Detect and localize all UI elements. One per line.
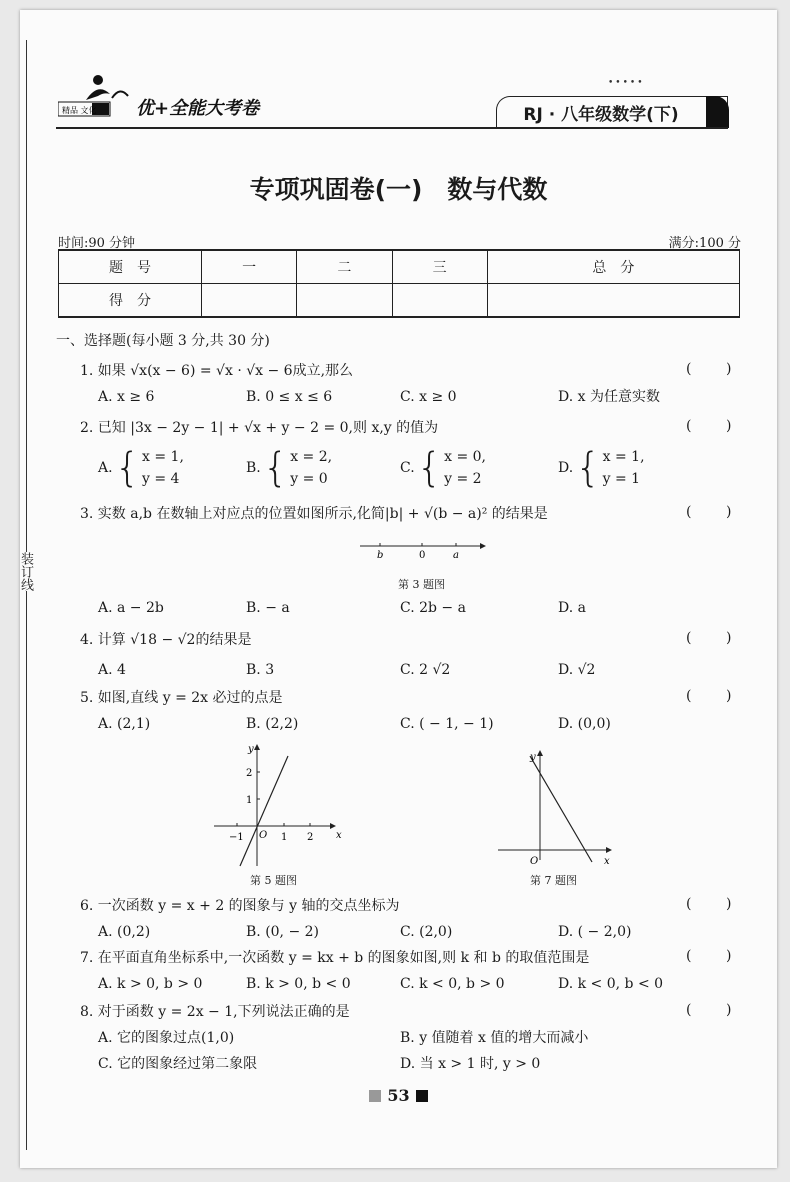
page-number: 53 <box>20 1086 777 1105</box>
option: D. 当 x > 1 时, y > 0 <box>400 1056 541 1072</box>
option: A. (0,2) <box>98 924 151 940</box>
option: C. x ≥ 0 <box>400 389 457 405</box>
answer-paren[interactable]: ( ) <box>686 896 732 912</box>
y-axis-label: y <box>530 752 536 763</box>
exam-page <box>20 10 777 1168</box>
score-cell[interactable] <box>487 284 739 318</box>
logo-sub: 精品 文化 <box>62 106 97 115</box>
question-4-stem: 4. 计算 √18 − √2的结果是 <box>80 632 252 648</box>
option: B. k > 0, b < 0 <box>246 976 351 992</box>
figure-caption: 第 7 题图 <box>530 874 577 887</box>
answer-paren[interactable]: ( ) <box>686 688 732 704</box>
x-axis-label: x <box>604 856 610 864</box>
option: B. 3 <box>246 662 275 678</box>
y-axis-label: y <box>248 744 254 755</box>
option-system: C. { x = 0, y = 2 <box>400 445 487 491</box>
column-head: 二 <box>297 250 392 284</box>
answer-paren[interactable]: ( ) <box>686 630 732 646</box>
option: D. √2 <box>558 662 596 678</box>
option: B. − a <box>246 600 290 616</box>
logo-text: 优+全能大考卷 <box>136 98 260 119</box>
score-table-row <box>59 250 740 284</box>
x-axis-label: x <box>336 830 342 841</box>
axis-label-b: b <box>377 550 384 561</box>
option: A. k > 0, b > 0 <box>98 976 203 992</box>
answer-paren[interactable]: ( ) <box>686 361 732 377</box>
option: B. (0, − 2) <box>246 924 320 940</box>
line-kx-b <box>530 756 592 862</box>
figure-caption: 第 5 题图 <box>250 874 297 887</box>
answer-paren[interactable]: ( ) <box>686 418 732 434</box>
column-head: 总 分 <box>487 250 739 284</box>
full-score: 满分:100 分 <box>668 236 741 251</box>
option: D. (0,0) <box>558 716 611 732</box>
question-1-stem: 1. 如果 √x(x − 6) = √x · √x − 6成立,那么 <box>80 363 354 379</box>
option: D. a <box>558 600 586 616</box>
answer-paren[interactable]: ( ) <box>686 1002 732 1018</box>
option: A. 它的图象过点(1,0) <box>98 1030 235 1046</box>
section-heading: 一、选择题(每小题 3 分,共 30 分) <box>56 333 270 349</box>
tick-label: 1 <box>246 795 253 806</box>
question-7-stem: 7. 在平面直角坐标系中,一次函数 y = kx + b 的图象如图,则 k 和 b 的取值范围是 <box>80 950 590 966</box>
figure-caption: 第 3 题图 <box>398 578 445 591</box>
column-head: 三 <box>392 250 487 284</box>
option-system: A. { x = 1, y = 4 <box>98 445 184 491</box>
axis-label-0: 0 <box>419 550 426 561</box>
header-rule <box>56 127 728 129</box>
binding-line <box>26 40 27 1150</box>
option: A. 4 <box>98 662 126 678</box>
axis-label-a: a <box>453 550 459 561</box>
edition-tab <box>706 96 729 128</box>
score-cell[interactable] <box>297 284 392 318</box>
option: A. x ≥ 6 <box>98 389 155 405</box>
option: C. (2,0) <box>400 924 453 940</box>
edition-label: RJ · 八年级数学(下) <box>523 105 679 125</box>
option: A. a − 2b <box>98 600 164 616</box>
column-head: 一 <box>202 250 297 284</box>
option: C. 2b − a <box>400 600 466 616</box>
tick-label: 1 <box>281 832 288 843</box>
time-limit: 时间:90 分钟 <box>58 236 136 251</box>
option: D. x 为任意实数 <box>558 389 660 405</box>
option: A. (2,1) <box>98 716 151 732</box>
option: C. ( − 1, − 1) <box>400 716 494 732</box>
number-line-figure <box>356 536 492 562</box>
option: C. k < 0, b > 0 <box>400 976 505 992</box>
option-system: D. { x = 1, y = 1 <box>558 445 645 491</box>
row-head: 题 号 <box>59 250 202 284</box>
score-cell[interactable] <box>202 284 297 318</box>
row-head: 得 分 <box>59 284 202 318</box>
score-cell[interactable] <box>392 284 487 318</box>
decorative-dots: ••••• <box>608 78 645 88</box>
binding-label: 装订线 <box>18 552 33 591</box>
origin-label: O <box>530 856 539 864</box>
option: B. 0 ≤ x ≤ 6 <box>246 389 333 405</box>
option-system: B. { x = 2, y = 0 <box>246 445 333 491</box>
question-8-stem: 8. 对于函数 y = 2x − 1,下列说法正确的是 <box>80 1004 350 1020</box>
answer-paren[interactable]: ( ) <box>686 504 732 520</box>
question-6-stem: 6. 一次函数 y = x + 2 的图象与 y 轴的交点坐标为 <box>80 898 400 914</box>
tick-label: 2 <box>307 832 314 843</box>
option: D. ( − 2,0) <box>558 924 632 940</box>
option: B. y 值随着 x 值的增大而减小 <box>400 1030 589 1046</box>
score-table <box>58 249 740 318</box>
option: B. (2,2) <box>246 716 299 732</box>
option: D. k < 0, b < 0 <box>558 976 664 992</box>
page-title: 专项巩固卷(一) 数与代数 <box>249 175 548 204</box>
tick-label: −1 <box>229 832 244 843</box>
origin-label: O <box>259 830 268 841</box>
question-2-stem: 2. 已知 |3x − 2y − 1| + √x + y − 2 = 0,则 x,y 的值为 <box>80 420 439 436</box>
option: C. 它的图象经过第二象限 <box>98 1056 258 1072</box>
figure-7-graph <box>496 744 616 864</box>
score-table-row <box>59 284 740 318</box>
question-5-stem: 5. 如图,直线 y = 2x 必过的点是 <box>80 690 283 706</box>
figure-5-graph <box>212 740 342 870</box>
question-3-stem: 3. 实数 a,b 在数轴上对应点的位置如图所示,化简|b| + √(b − a)² 的结果是 <box>80 506 548 522</box>
publisher-logo <box>58 72 288 128</box>
answer-paren[interactable]: ( ) <box>686 948 732 964</box>
tick-label: 2 <box>246 768 253 779</box>
option: C. 2 √2 <box>400 662 451 678</box>
